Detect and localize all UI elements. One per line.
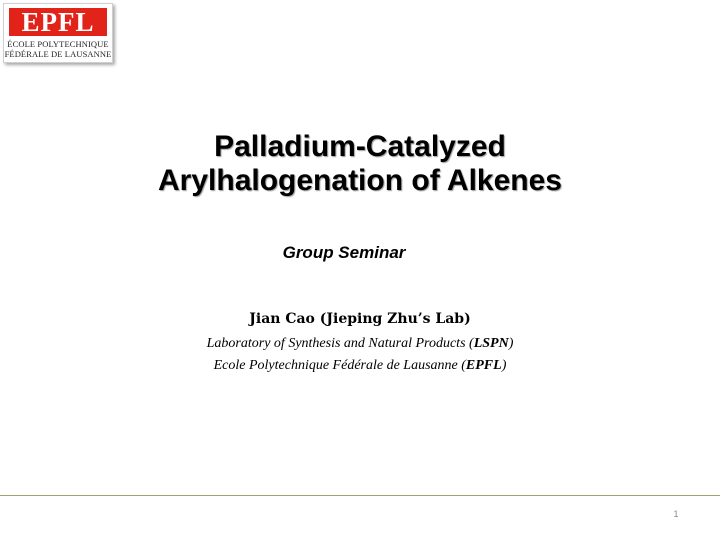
affiliation-lab-abbr: LSPN [473, 336, 509, 351]
affiliation-lab-close: ) [508, 336, 514, 351]
affiliation-lab-text: Laboratory of Synthesis and Natural Products ( [206, 336, 474, 351]
logo-text-line1: ÉCOLE POLYTECHNIQUE [7, 39, 109, 49]
affiliation-lab [0, 336, 720, 352]
epfl-logo-letters: EPFL [21, 7, 95, 37]
epfl-logo-mark [9, 8, 107, 36]
slide-title-line1: Palladium-Catalyzed [214, 130, 506, 163]
footer-divider [0, 495, 720, 496]
logo-text-line2: FÉDÉRALE DE LAUSANNE [4, 49, 112, 59]
affiliation-school-close: ) [501, 358, 507, 373]
author-name: Jian Cao (Jieping Zhu’s Lab) [249, 311, 471, 327]
affiliation-school-text: Ecole Polytechnique Fédérale de Lausanne ( [213, 358, 466, 373]
slide-title-line2: Arylhalogenation of Alkenes [158, 164, 562, 197]
affiliation-school [0, 358, 720, 374]
affiliation-school-abbr: EPFL [465, 358, 502, 373]
page-number: 1 [673, 509, 679, 519]
epfl-logo [3, 3, 113, 63]
slide-title [0, 130, 720, 198]
slide-subtitle: Group Seminar [282, 243, 406, 262]
